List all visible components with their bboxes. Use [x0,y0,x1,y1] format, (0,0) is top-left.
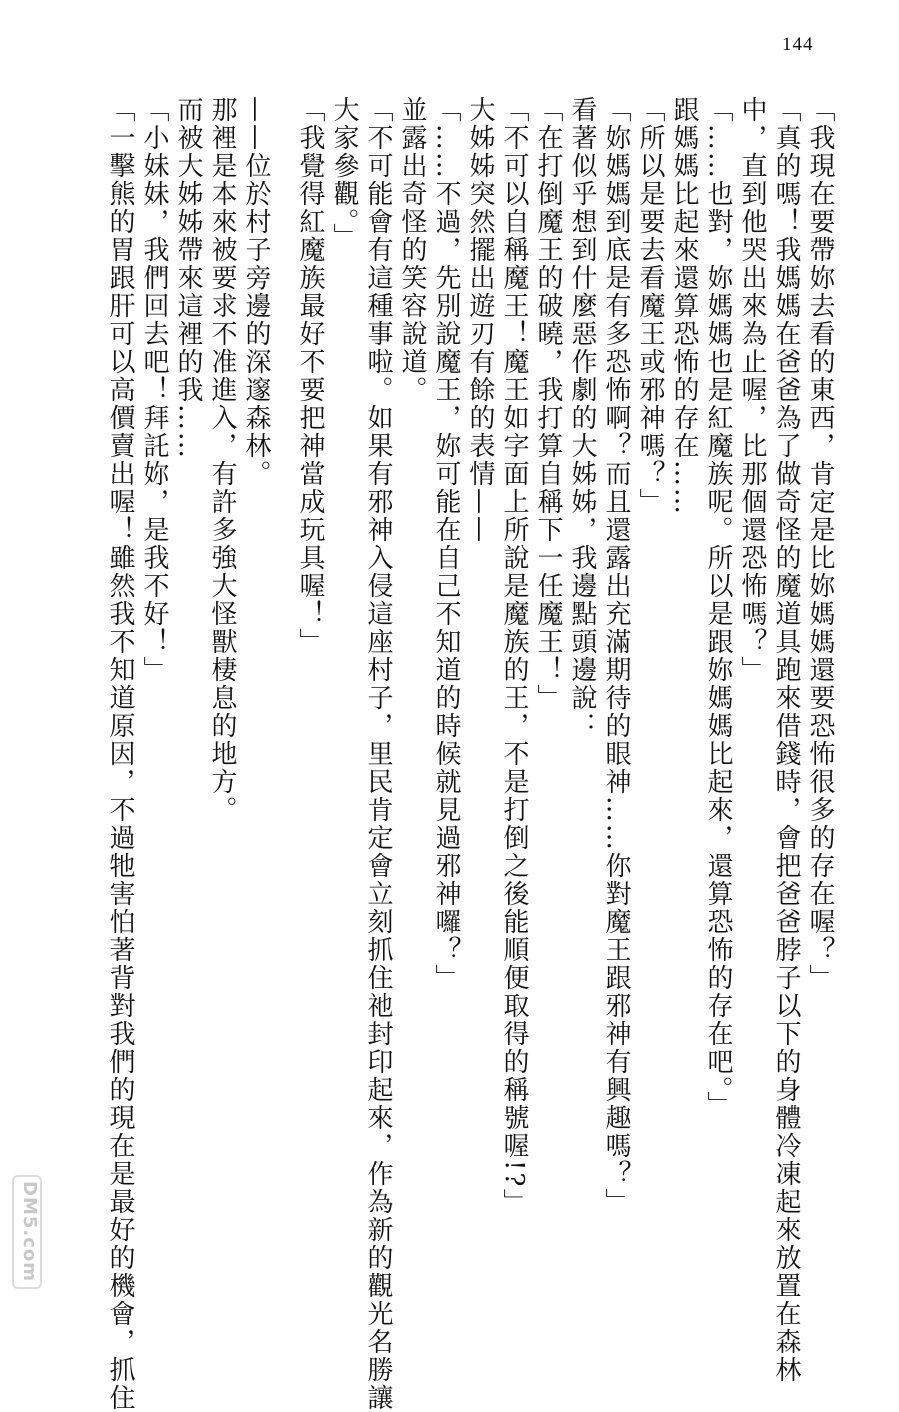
text-line: 並露出奇怪的笑容說道。 [397,96,427,404]
text-line: 中，直到他哭出來為止喔，比那個還恐怖嗎？」 [737,96,767,684]
text-line: 而被大姊姊帶來這裡的我…… [173,96,203,460]
text-line: ——位於村子旁邊的深邃森林。 [241,96,271,488]
watermark-logo: DM5.com [12,1175,42,1289]
text-line: 「……不過，先別說魔王，妳可能在自己不知道的時候就見過邪神囉？」 [431,96,461,992]
text-line: 看著似乎想到什麼惡作劇的大姊姊，我邊點頭邊說： [567,96,597,740]
text-line: 「我覺得紅魔族最好不要把神當成玩具喔！」 [295,96,325,656]
text-line: 「在打倒魔王的破曉，我打算自稱下一任魔王！」 [533,96,563,712]
text-line: 「一擊熊的胃跟肝可以高價賣出喔！雖然我不知道原因，不過牠害怕著背對我們的現在是最好的機會，抓住 [105,96,135,1412]
text-line: 「妳媽媽到底是有多恐怖啊？而且還露出充滿期待的眼神……你對魔王跟邪神有興趣嗎？」 [601,96,631,1216]
text-line: 「小妹妹，我們回去吧！拜託妳，是我不好！」 [139,96,169,684]
page-number: 144 [782,34,814,55]
text-line: 「真的嗎！我媽媽在爸爸為了做奇怪的魔道具跑來借錢時，會把爸爸脖子以下的身體冷凍起來放置在森林 [771,96,801,1384]
text-line: 「……也對，妳媽媽也是紅魔族呢。所以是跟妳媽媽比起來，還算恐怖的存在吧。」 [703,96,733,1119]
text-line: 「不可以自稱魔王！魔王如字面上所說是魔族的王，不是打倒之後能順便取得的稱號喔!?」 [499,96,529,1217]
text-line: 「我現在要帶妳去看的東西，肯定是比妳媽媽還要恐怖很多的存在喔？」 [805,96,835,992]
text-line: 大姊姊突然擺出遊刃有餘的表情—— [465,96,495,544]
text-line: 那裡是本來被要求不准進入，有許多強大怪獸棲息的地方。 [207,96,237,824]
scene-break-gap [273,96,293,1261]
text-line: 大家參觀。」 [329,96,359,251]
novel-text-column-block [103,96,837,1412]
text-line: 跟媽媽比起來還算恐怖的存在…… [669,96,699,516]
text-line: 「不可能會有這種事啦。如果有邪神入侵這座村子，里民肯定會立刻抓住祂封印起來，作為新的觀光名勝讓 [363,96,393,1412]
text-line: 「所以是要去看魔王或邪神嗎？」 [635,96,665,516]
